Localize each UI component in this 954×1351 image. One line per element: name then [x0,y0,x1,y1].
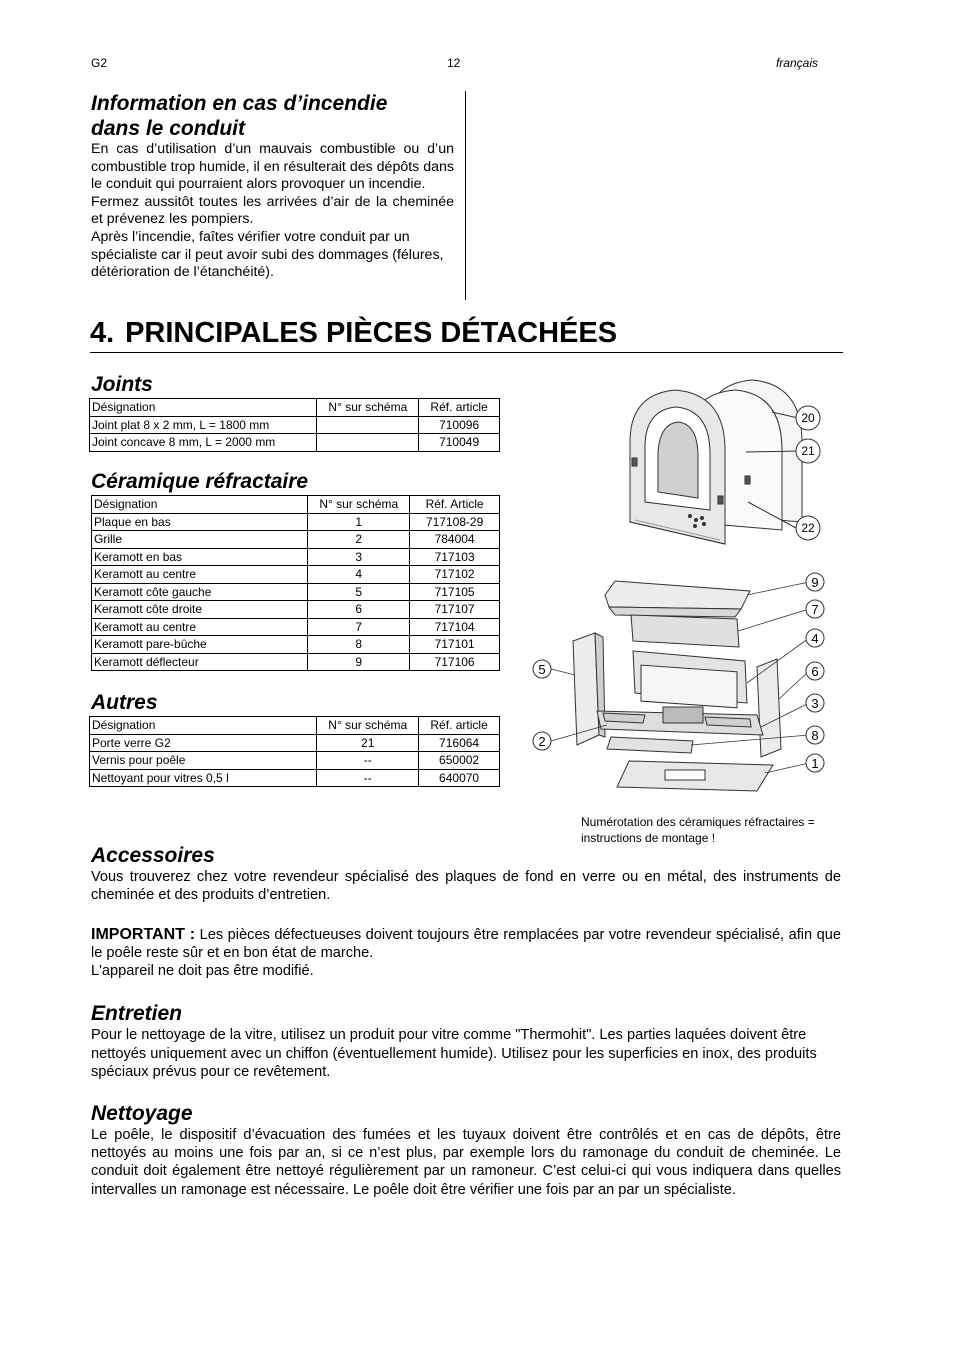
cell-reference: 717101 [410,636,500,654]
column-divider [465,91,466,300]
label-4: 4 [811,631,819,646]
chapter-title: PRINCIPALES PIÈCES DÉTACHÉES [125,317,618,349]
header-schema-number: N° sur schéma [317,717,419,735]
cell-designation: Keramott déflecteur [92,653,308,671]
page-number: 12 [447,56,461,70]
cell-designation: Keramott côte gauche [92,583,308,601]
joints-table [89,398,500,452]
label-5: 5 [538,662,546,677]
entretien-section [91,1001,841,1082]
accessoires-text: Vous trouverez chez votre revendeur spécialisé des plaques de fond en verre ou en métal, des instruments de cheminée et des produits d’entretien. [91,869,841,903]
cell-designation: Keramott en bas [92,548,308,566]
fire-title-line2: dans le conduit [91,117,246,140]
cell-reference: 784004 [410,531,500,549]
cell-reference: 716064 [419,734,500,752]
important-label: IMPORTANT : [91,926,196,943]
cell-reference: 717102 [410,566,500,584]
door-exploded-diagram [600,372,840,562]
accessoires-title: Accessoires [91,844,215,867]
ceramic-6 [757,659,781,757]
table-row [92,601,500,619]
cell-schema-number: 21 [317,734,419,752]
cell-designation: Porte verre G2 [90,734,317,752]
header-reference: Réf. article [419,399,500,417]
header-designation: Désignation [90,717,317,735]
cell-schema-number: 4 [308,566,410,584]
caption-line-2: instructions de montage ! [581,831,716,845]
chapter-number: 4. [90,317,115,349]
table-row [92,653,500,671]
label-20: 20 [801,411,815,425]
cell-reference: 717107 [410,601,500,619]
ceramic-9-deflector [605,581,750,609]
header-schema-number: N° sur schéma [317,399,419,417]
cell-reference: 717105 [410,583,500,601]
cell-designation: Grille [92,531,308,549]
joints-title: Joints [91,373,153,396]
label-6: 6 [811,664,819,679]
table-row [90,434,500,452]
ceramic-8 [607,737,693,753]
header-reference: Réf. article [419,717,500,735]
cell-schema-number: 1 [308,513,410,531]
table-row [92,548,500,566]
header-reference: Réf. Article [410,496,500,514]
fire-information-section [91,91,454,282]
ceramic-exploded-diagram [525,565,843,800]
accessoires-section [91,843,841,980]
header-model: G2 [91,56,108,70]
cell-designation: Joint plat 8 x 2 mm, L = 1800 mm [90,416,317,434]
table-row [92,566,500,584]
cell-designation: Plaque en bas [92,513,308,531]
label-8: 8 [811,728,819,743]
nettoyage-title: Nettoyage [91,1102,193,1125]
cell-designation: Nettoyant pour vitres 0,5 l [90,769,317,787]
cell-reference: 710049 [419,434,500,452]
caption-line-1: Numérotation des céramiques réfractaires = [581,815,815,829]
ceramic-7 [631,615,739,647]
cell-schema-number: 5 [308,583,410,601]
nettoyage-section [91,1101,841,1199]
label-7: 7 [811,602,819,617]
cell-schema-number: 2 [308,531,410,549]
important-paragraph [91,926,841,962]
chapter-heading [90,316,843,353]
cell-reference: 640070 [419,769,500,787]
cell-reference: 717108-29 [410,513,500,531]
fire-title [91,91,454,141]
cell-schema-number: 9 [308,653,410,671]
label-22: 22 [801,521,815,535]
label-3: 3 [811,696,819,711]
table-row [92,513,500,531]
cell-reference: 717106 [410,653,500,671]
cell-designation: Joint concave 8 mm, L = 2000 mm [90,434,317,452]
modification-note: L'appareil ne doit pas être modifié. [91,963,314,979]
cell-designation: Keramott côte droite [92,601,308,619]
cell-schema-number: 6 [308,601,410,619]
cell-designation: Vernis pour poêle [90,752,317,770]
important-text: Les pièces défectueuses doivent toujours être remplacées par votre revendeur spécialisé, afin que le poêle reste sûr et en bon état de marche. [91,927,841,961]
table-header-row [90,399,500,417]
autres-table [89,716,500,787]
cell-schema-number: 3 [308,548,410,566]
table-row [90,416,500,434]
header-designation: Désignation [92,496,308,514]
cell-reference: 717103 [410,548,500,566]
cell-schema-number: 8 [308,636,410,654]
table-row [90,769,500,787]
fire-paragraph-1: En cas d’utilisation d’un mauvais combustible ou d’un combustible trop humide, il en résulterait des dépôts dans le conduit qui pourraient alors provoquer un incendie. [91,141,454,193]
cell-schema-number: -- [317,769,419,787]
cell-schema-number [317,416,419,434]
nettoyage-text: Le poêle, le dispositif d’évacuation des fumées et les tuyaux doivent être contrôlés et en cas de dépôts, être nettoyés au moins une fois par an, si ce n’est plus, par exemple lors du ramonage du conduit de cheminée. Le conduit doit également être nettoyé régulièrement par un ramoneur. C’est celui-ci qui vous indiquera dans quelles intervalles un ramonage est nécessaire. Le poêle doit être vérifier une fois par an par un spécialiste. [91,1127,841,1198]
entretien-text: Pour le nettoyage de la vitre, utilisez un produit pour vitre comme "Thermohit". Les parties laquées doivent être nettoyés uniquement avec un chiffon (éventuellement humide). Utilisez pour les superficies en inox, des produits spéciaux prévus pour ce revêtement. [91,1027,817,1080]
ceramique-title: Céramique réfractaire [91,470,309,493]
fire-paragraph-2: Fermez aussitôt toutes les arrivées d’air de la cheminée et prévenez les pompiers. [91,193,454,228]
cell-schema-number: -- [317,752,419,770]
header-designation: Désignation [90,399,317,417]
table-row [90,734,500,752]
label-2: 2 [538,734,546,749]
fire-title-line1: Information en cas d’incendie [91,92,388,115]
cell-reference: 710096 [419,416,500,434]
cell-schema-number [317,434,419,452]
table-row [92,636,500,654]
diagram-caption [581,814,841,846]
table-row [90,752,500,770]
cell-schema-number: 7 [308,618,410,636]
ceramique-table [91,495,500,671]
cell-reference: 650002 [419,752,500,770]
cell-designation: Keramott pare-bûche [92,636,308,654]
table-row [92,618,500,636]
header-schema-number: N° sur schéma [308,496,410,514]
table-header-row [92,496,500,514]
entretien-title: Entretien [91,1002,183,1025]
cell-designation: Keramott au centre [92,618,308,636]
table-header-row [90,717,500,735]
label-9: 9 [811,575,819,590]
cell-designation: Keramott au centre [92,566,308,584]
fire-paragraph-3: Après l’incendie, faîtes vérifier votre conduit par un spécialiste car il peut avoir subi des dommages (félures, détérioration de l’étanchéité). [91,228,444,281]
cell-reference: 717104 [410,618,500,636]
label-21: 21 [801,444,815,458]
table-row [92,583,500,601]
label-1: 1 [811,756,819,771]
table-row [92,531,500,549]
header-language: français [775,56,818,70]
autres-title: Autres [91,691,158,714]
